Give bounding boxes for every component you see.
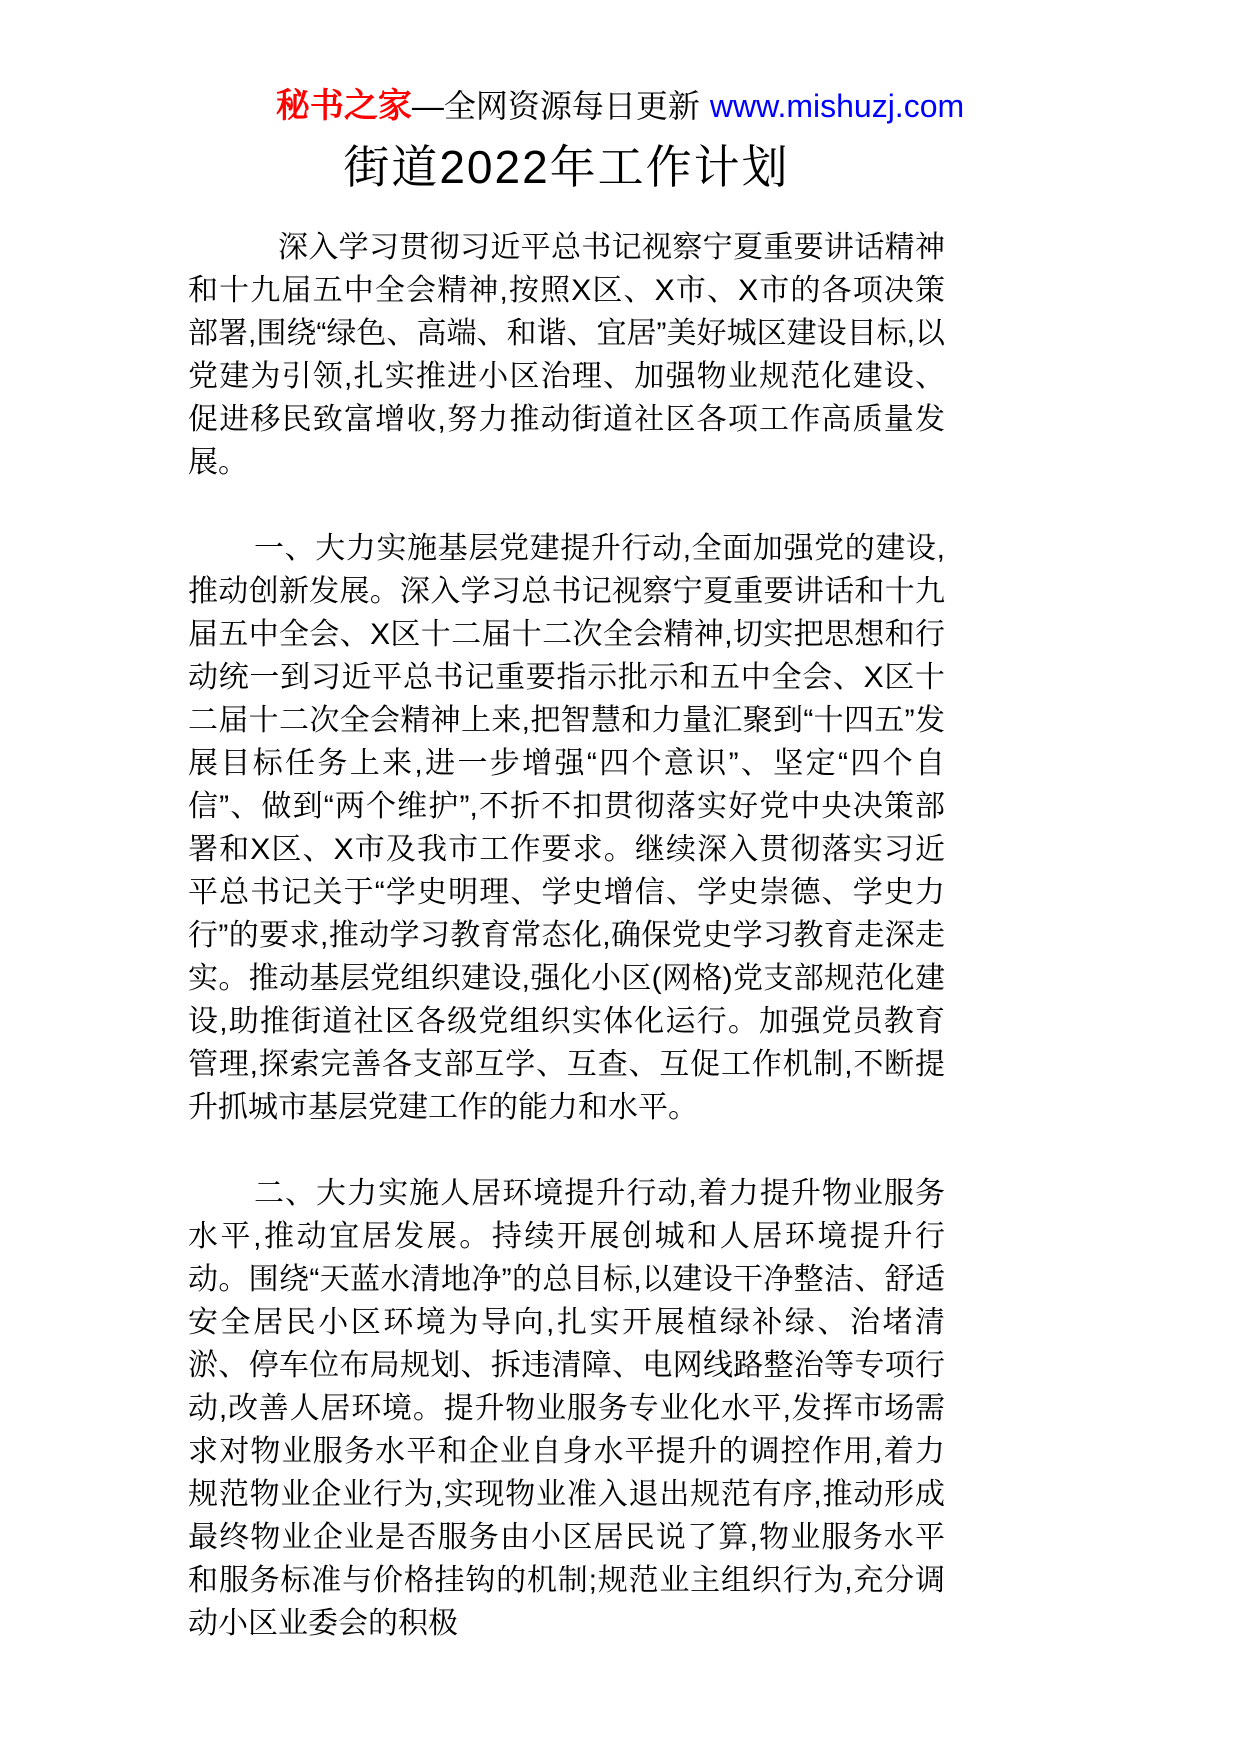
site-url-link[interactable]: www.mishuzj.com (709, 88, 965, 124)
site-header (0, 88, 1240, 124)
site-brand: 秘书之家 (275, 87, 412, 125)
document-body (188, 226, 945, 1645)
site-tagline: —全网资源每日更新 (411, 88, 700, 124)
page-title: 街道2022年工作计划 (343, 141, 790, 193)
body-paragraph-section-2: 二、大力实施人居环境提升行动,着力提升物业服务水平,推动宜居发展。持续开展创城和人居环境提升行动。围绕“天蓝水清地净”的总目标,以建设干净整洁、舒适安全居民小区环境为导向,扎实开展植绿补绿、治堵清淤、停车位布局规划、拆违清障、电网线路整治等专项行动,改善人居环境。提升物业服务专业化水平,发挥市场需求对物业服务水平和企业自身水平提升的调控作用,着力规范物业企业行为,实现物业准入退出规范有序,推动形成最终物业企业是否服务由小区居民说了算,物业服务水平和服务标准与价格挂钩的机制;规范业主组织行为,充分调动小区业委会的积极 (188, 1177, 945, 1640)
body-paragraph-intro: 深入学习贯彻习近平总书记视察宁夏重要讲话精神和十九届五中全会精神,按照X区、X市、X市的各项决策部署,围绕“绿色、高端、和谐、宜居”美好城区建设目标,以党建为引领,扎实推进小区治理、加强物业规范化建设、促进移民致富增收,努力推动街道社区各项工作高质量发展。 (188, 231, 945, 479)
body-paragraph-section-1: 一、大力实施基层党建提升行动,全面加强党的建设,推动创新发展。深入学习总书记视察宁夏重要讲话和十九届五中全会、X区十二届十二次全会精神,切实把思想和行动统一到习近平总书记重要指示批示和五中全会、X区十二届十二次全会精神上来,把智慧和力量汇聚到“十四五”发展目标任务上来,进一步增强“四个意识”、坚定“四个自信”、做到“两个维护”,不折不扣贯彻落实好党中央决策部署和X区、X市及我市工作要求。继续深入贯彻落实习近平总书记关于“学史明理、学史增信、学史崇德、学史力行”的要求,推动学习教育常态化,确保党史学习教育走深走实。推动基层党组织建设,强化小区(网格)党支部规范化建设,助推街道社区各级党组织实体化运行。加强党员教育管理,探索完善各支部互学、互查、互促工作机制,不断提升抓城市基层党建工作的能力和水平。 (188, 532, 945, 1124)
